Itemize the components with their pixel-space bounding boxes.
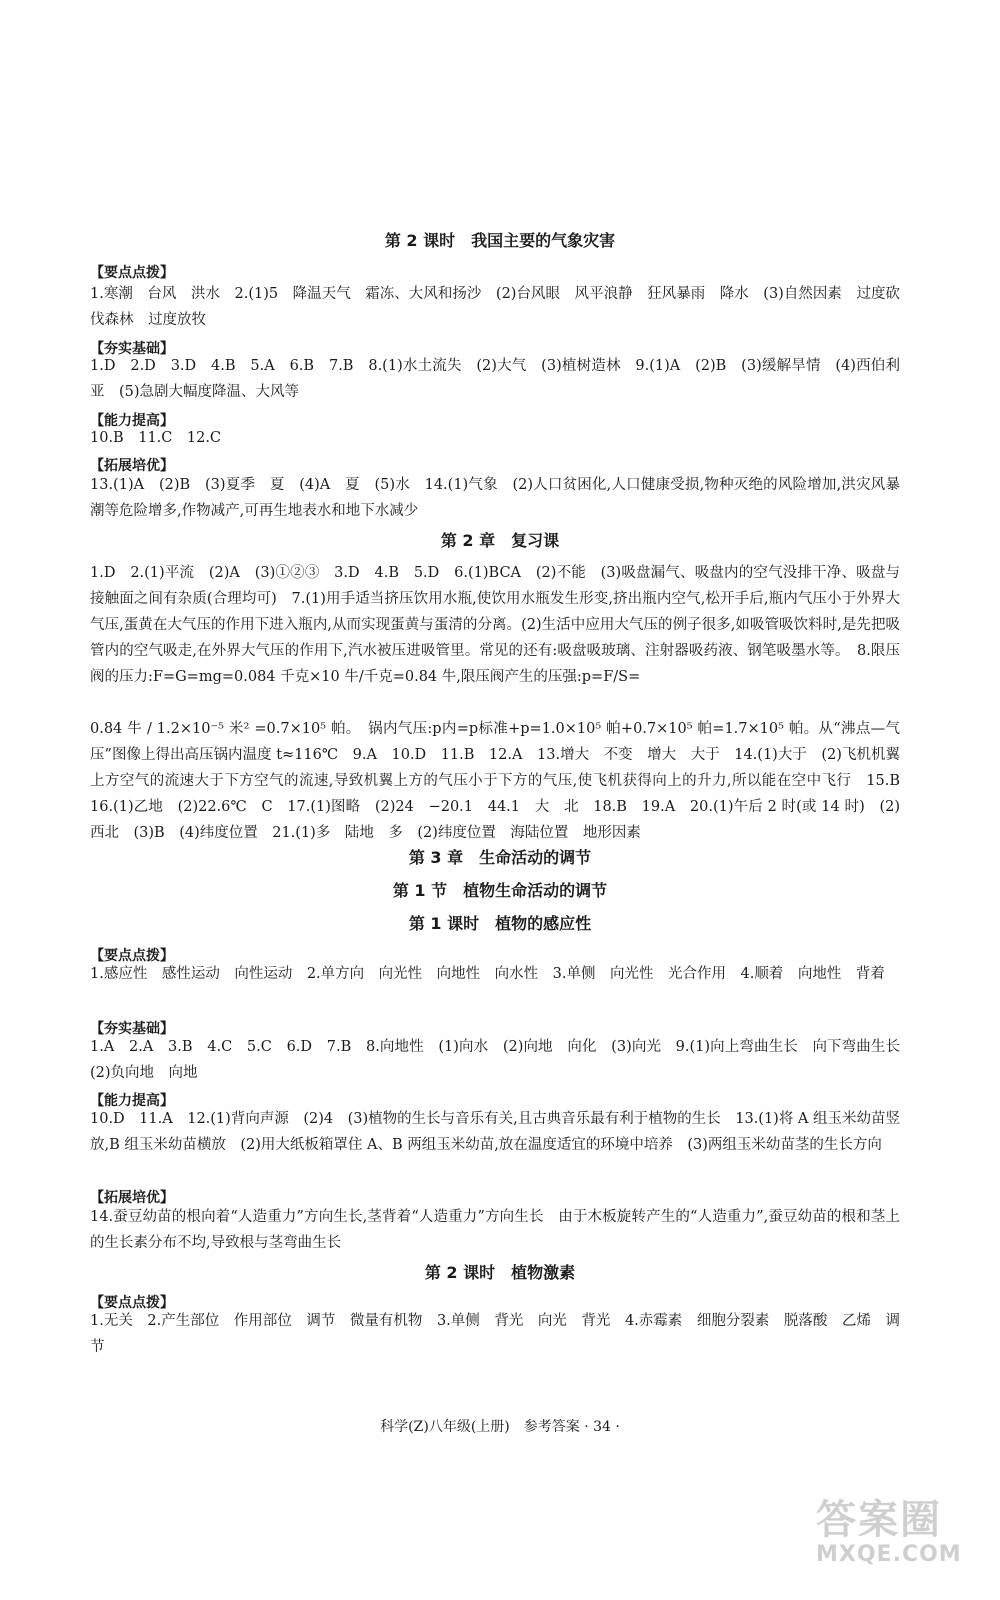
watermark-url: MXQE.COM <box>816 1542 962 1567</box>
answer-paragraph: 1.A 2.A 3.B 4.C 5.C 6.D 7.B 8.向地性 (1)向水 (2)向地 向化 (3)向光 9.(1)向上弯曲生长 向下弯曲生长 (2)负向地 向地 <box>90 1039 915 1081</box>
lesson-title: 第 2 课时 我国主要的气象灾害 <box>384 231 616 250</box>
chapter-review-title: 第 2 章 复习课 <box>440 531 560 550</box>
answer-paragraph: 10.B 11.C 12.C <box>90 430 222 446</box>
answer-paragraph: 1.D 2.D 3.D 4.B 5.A 6.B 7.B 8.(1)水土流失 (2)大气 (3)植树造林 9.(1)A (2)B (3)缓解旱情 (4)西伯利亚 (5)急剧大幅度降温、大风等 <box>90 358 900 400</box>
section-tag: 【能力提高】 <box>90 413 174 429</box>
watermark-text: 答案圈 <box>816 1497 942 1543</box>
section-tag: 【能力提高】 <box>90 1093 174 1109</box>
answer-paragraph: 10.D 11.A 12.(1)背向声源 (2)4 (3)植物的生长与音乐有关,且古典音乐最有利于植物的生长 13.(1)将 A 组玉米幼苗竖放,B 组玉米幼苗横放 (2)用大纸板箱罩住 A、B 两组玉米幼苗,放在温度适宜的环境中培养 (3)两组玉米幼苗茎的生长方向 <box>90 1111 901 1153</box>
watermark-logo <box>816 1498 976 1578</box>
section-tag: 【要点点拨】 <box>90 1295 174 1311</box>
page-footer: 科学(Z)八年级(上册) 参考答案 · 34 · <box>380 1419 620 1435</box>
answer-paragraph: 0.84 牛 / 1.2×10⁻⁵ 米² =0.7×10⁵ 帕。 锅内气压:p内=p标准+p=1.0×10⁵ 帕+0.7×10⁵ 帕=1.7×10⁵ 帕。从“沸点—气压”图像上得出高压锅内温度 t≈116℃ 9.A 10.D 11.B 12.A 13.增大 不变 增大 大于 14.(1)大于 (2)飞机机翼上方空气的流速大于下方空气的流速,导致机翼上方的气压小于下方的气压,使飞机获得向上的升力,所以能在空中飞行 15.B 16.(1)乙地 (2)22.6℃ C 17.(1)图略 (2)24 −20.1 44.1 大 北 18.B 19.A 20.(1)午后 2 时(或 14 时) (2)西北 (3)B (4)纬度位置 21.(1)多 陆地 多 (2)纬度位置 海陆位置 地形因素 <box>90 721 915 841</box>
section-tag: 【拓展培优】 <box>90 458 174 474</box>
answer-paragraph: 1.D 2.(1)平流 (2)A (3)①②③ 3.D 4.B 5.D 6.(1)BCA (2)不能 (3)吸盘漏气、吸盘内的空气没排干净、吸盘与接触面之间有杂质(合理均可) 7.(1)用手适当挤压饮用水瓶,使饮用水瓶发生形变,挤出瓶内空气,松开手后,瓶内气压小于外界大气压,蛋黄在大气压的作用下进入瓶内,从而实现蛋黄与蛋清的分离。(2)生活中应用大气压的例子很多,如吸管吸饮料时,是先把吸管内的空气吸走,在外界大气压的作用下,汽水被压进吸管里。常见的还有:吸盘吸玻璃、注射器吸药液、钢笔吸墨水等。 8.限压阀的压力:F=G=mg=0.084 千克×10 牛/千克=0.84 牛,限压阀产生的压强:p=F/S= <box>90 565 900 685</box>
section-tag: 【拓展培优】 <box>90 1190 174 1206</box>
answer-paragraph: 1.寒潮 台风 洪水 2.(1)5 降温天气 霜冻、大风和扬沙 (2)台风眼 风平浪静 狂风暴雨 降水 (3)自然因素 过度砍伐森林 过度放牧 <box>90 286 900 328</box>
answer-paragraph: 1.感应性 感性运动 向性运动 2.单方向 向光性 向地性 向水性 3.单侧 向光性 光合作用 4.顺着 向地性 背着 <box>90 966 885 982</box>
section-tag: 【要点点拨】 <box>90 948 174 964</box>
section-tag: 【要点点拨】 <box>90 265 174 281</box>
section-tag: 【夯实基础】 <box>90 341 174 357</box>
answer-paragraph: 13.(1)A (2)B (3)夏季 夏 (4)A 夏 (5)水 14.(1)气象 (2)人口贫困化,人口健康受损,物种灭绝的风险增加,洪灾风暴潮等危险增多,作物减产,可再生地表水和地下水减少 <box>90 477 900 519</box>
lesson-title: 第 1 课时 植物的感应性 <box>408 914 592 933</box>
chapter-title: 第 3 章 生命活动的调节 <box>408 848 592 867</box>
answer-paragraph: 14.蚕豆幼苗的根向着“人造重力”方向生长,茎背着“人造重力”方向生长 由于木板旋转产生的“人造重力”,蚕豆幼苗的根和茎上的生长素分布不均,导致根与茎弯曲生长 <box>90 1209 900 1251</box>
lesson-title: 第 2 课时 植物激素 <box>424 1263 576 1282</box>
answer-paragraph: 1.无关 2.产生部位 作用部位 调节 微量有机物 3.单侧 背光 向光 背光 4.赤霉素 细胞分裂素 脱落酸 乙烯 调节 <box>90 1313 900 1355</box>
section-tag: 【夯实基础】 <box>90 1021 174 1037</box>
section-title: 第 1 节 植物生命活动的调节 <box>392 881 608 900</box>
